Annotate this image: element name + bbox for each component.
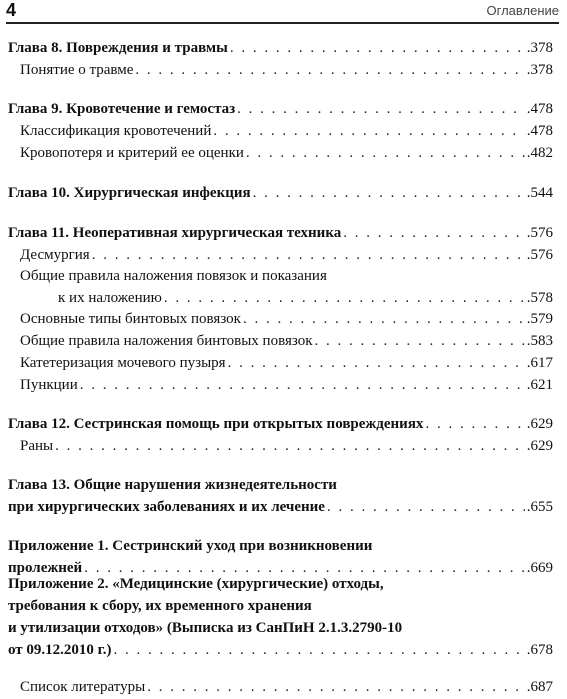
toc-item[interactable] <box>20 374 553 396</box>
leader-dots <box>327 496 525 518</box>
toc-item-title: Катетеризация мочевого пузыря <box>20 355 226 371</box>
toc-item[interactable] <box>20 308 553 330</box>
toc-page: .655 <box>526 499 553 515</box>
toc-page: .478 <box>526 123 553 139</box>
leader-dots <box>135 59 524 81</box>
toc-page: .579 <box>526 311 553 327</box>
toc-chapter-8[interactable] <box>8 37 553 59</box>
toc-item-title: Десмургия <box>20 247 90 263</box>
toc-item[interactable] <box>20 142 553 164</box>
toc-page: .578 <box>526 290 553 306</box>
leader-dots <box>80 374 525 396</box>
toc-page: .478 <box>526 101 553 117</box>
toc-appendix-title-cont: требования к сбору, их временного хранения <box>8 598 312 614</box>
toc-item[interactable] <box>20 352 553 374</box>
leader-dots <box>114 639 525 661</box>
toc-chapter-title-cont: при хирургических заболеваниях и их лечение <box>8 499 325 515</box>
leader-dots <box>237 98 525 120</box>
toc-page: .576 <box>526 225 553 241</box>
toc-page: .544 <box>526 185 553 201</box>
toc-chapter-10[interactable] <box>8 182 553 204</box>
leader-dots <box>164 287 525 309</box>
toc-page: .678 <box>526 642 553 658</box>
toc-appendix-title: Приложение 2. «Медицинские (хирургические) отходы, <box>8 576 384 592</box>
toc-chapter-title: Глава 13. Общие нарушения жизнедеятельности <box>8 477 337 493</box>
toc-item-title: Кровопотеря и критерий ее оценки <box>20 145 244 161</box>
toc-page: .617 <box>526 355 553 371</box>
toc-item-title: Пункции <box>20 377 78 393</box>
leader-dots <box>343 222 525 244</box>
page-header <box>6 0 559 24</box>
toc-page: .629 <box>526 416 553 432</box>
toc-item[interactable] <box>20 59 553 81</box>
toc-item[interactable] <box>20 435 553 457</box>
leader-dots <box>228 352 525 374</box>
toc-chapter-title: Глава 8. Повреждения и травмы <box>8 40 228 56</box>
leader-dots <box>230 37 525 59</box>
toc-appendix-title-cont: и утилизации отходов» (Выписка из СанПиН 2.1.3.2790-10 <box>8 620 403 636</box>
toc-page: .482 <box>526 145 553 161</box>
toc-item[interactable] <box>20 120 553 142</box>
running-title: Оглавление <box>486 3 559 18</box>
toc-page: .687 <box>526 679 553 695</box>
toc-references[interactable] <box>20 676 553 698</box>
toc-chapter-11[interactable] <box>8 222 553 244</box>
toc-page: .669 <box>526 560 553 576</box>
toc-page: .629 <box>526 438 553 454</box>
toc-page: .378 <box>526 40 553 56</box>
toc-item[interactable] <box>20 244 553 266</box>
toc-page: .576 <box>526 247 553 263</box>
leader-dots <box>55 435 525 457</box>
toc-chapter-13[interactable] <box>8 474 553 518</box>
toc-item[interactable] <box>20 265 553 309</box>
toc-chapter-title: Глава 10. Хирургическая инфекция <box>8 185 251 201</box>
leader-dots <box>213 120 524 142</box>
leader-dots <box>246 142 525 164</box>
toc-chapter-12[interactable] <box>8 413 553 435</box>
toc-item-title-cont: к их наложению <box>58 290 162 306</box>
toc-item-title: Общие правила наложения бинтовых повязок <box>20 333 313 349</box>
leader-dots <box>253 182 525 204</box>
leader-dots <box>147 676 525 698</box>
toc-page: .621 <box>526 377 553 393</box>
toc-chapter-title: Глава 11. Неоперативная хирургическая техника <box>8 225 342 241</box>
leader-dots <box>243 308 525 330</box>
page-number: 4 <box>6 0 17 20</box>
toc-page: .378 <box>526 62 553 78</box>
toc-item-title: Классификация кровотечений <box>20 123 212 139</box>
toc-item-title: Раны <box>20 438 54 454</box>
toc-item[interactable] <box>20 330 553 352</box>
toc-chapter-title: Глава 12. Сестринская помощь при открытых повреждениях <box>8 416 424 432</box>
toc-appendix-title-cont: от 09.12.2010 г.) <box>8 642 112 658</box>
leader-dots <box>425 413 524 435</box>
leader-dots <box>92 244 525 266</box>
leader-dots <box>315 330 525 352</box>
toc-page: .583 <box>526 333 553 349</box>
toc-appendix-title-cont: пролежней <box>8 560 83 576</box>
toc-chapter-title: Глава 9. Кровотечение и гемостаз <box>8 101 236 117</box>
toc-chapter-9[interactable] <box>8 98 553 120</box>
toc-item-title: Список литературы <box>20 679 146 695</box>
toc-appendix-2[interactable] <box>8 573 553 661</box>
toc-item-title: Общие правила наложения повязок и показания <box>20 268 327 284</box>
toc-item-title: Понятие о травме <box>20 62 134 78</box>
toc-item-title: Основные типы бинтовых повязок <box>20 311 241 327</box>
toc-appendix-title: Приложение 1. Сестринский уход при возникновении <box>8 538 373 554</box>
